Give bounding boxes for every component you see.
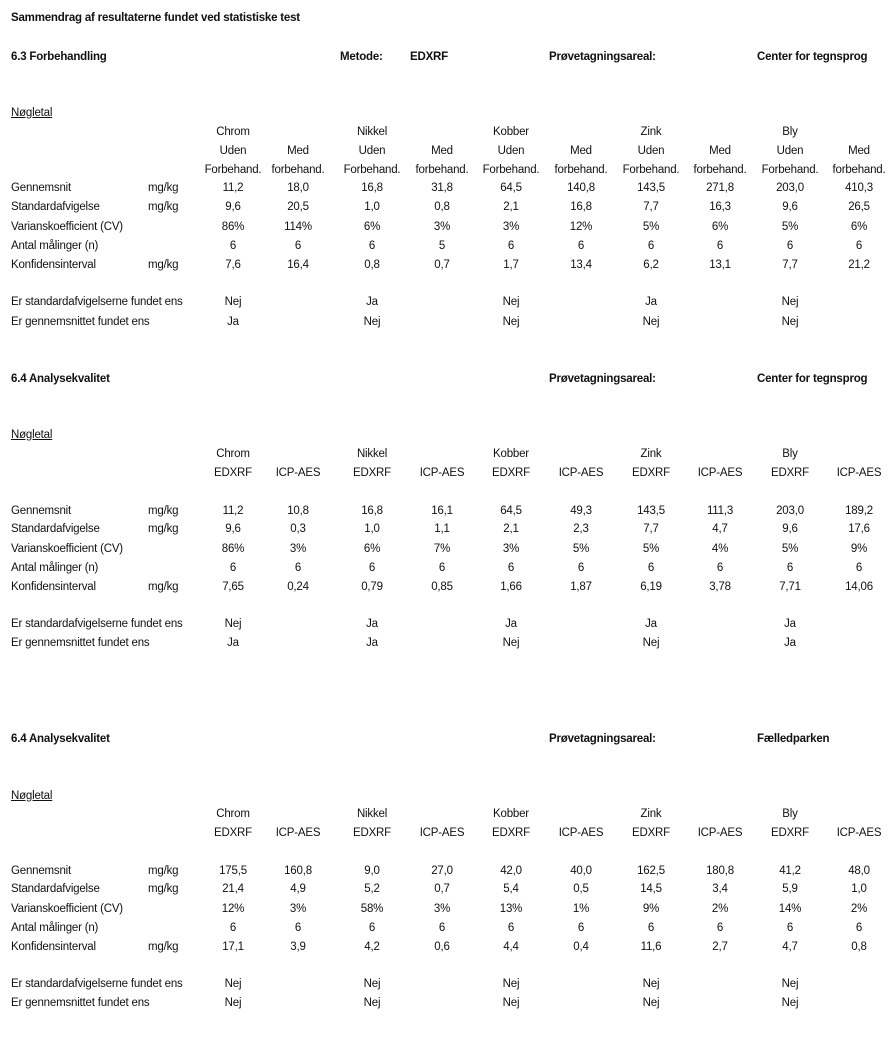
metal-header: Bly [782, 808, 798, 820]
table-cell: 3,9 [290, 941, 306, 953]
row-unit: mg/kg [148, 883, 179, 895]
test-result: Nej [224, 618, 242, 630]
table-cell: 3,4 [712, 883, 728, 895]
table-cell: 5,4 [503, 883, 519, 895]
table-cell: 0,8 [364, 259, 380, 271]
test-result: Ja [366, 296, 378, 308]
table-cell: 5,2 [364, 883, 380, 895]
table-cell: 203,0 [776, 505, 804, 517]
row-label: Antal målinger (n) [11, 240, 99, 252]
table-cell: 14,5 [640, 883, 662, 895]
section-heading: 6.4 Analysekvalitet [11, 733, 110, 745]
table-cell: 6 [368, 922, 376, 934]
table-cell: 6 [647, 922, 655, 934]
table-cell: 12% [221, 903, 245, 915]
column-header-sub: forbehand. [415, 164, 469, 176]
table-cell: 6 [647, 240, 655, 252]
table-cell: 11,6 [640, 941, 662, 953]
test-result: Nej [642, 978, 660, 990]
table-cell: 6% [363, 543, 381, 555]
table-cell: 2,1 [503, 523, 519, 535]
table-cell: 9,6 [225, 201, 241, 213]
table-cell: 1,0 [364, 523, 380, 535]
table-cell: 9,6 [225, 523, 241, 535]
table-cell: 2% [711, 903, 729, 915]
test-result: Nej [224, 978, 242, 990]
table-cell: 4,7 [782, 941, 798, 953]
test-result: Ja [645, 296, 657, 308]
table-cell: 86% [221, 221, 245, 233]
row-label: Varianskoefficient (CV) [11, 903, 123, 915]
column-header-sub: forbehand. [832, 164, 886, 176]
table-cell: 5% [781, 543, 799, 555]
row-unit: mg/kg [148, 182, 179, 194]
row-unit: mg/kg [148, 505, 179, 517]
table-cell: 0,85 [431, 581, 453, 593]
column-header: EDXRF [771, 467, 809, 479]
table-cell: 3% [433, 221, 451, 233]
document-title: Sammendrag af resultaterne fundet ved statistiske test [11, 12, 300, 24]
table-cell: 6,19 [640, 581, 662, 593]
table-cell: 64,5 [500, 182, 522, 194]
table-cell: 11,2 [222, 505, 244, 517]
table-cell: 7,7 [643, 201, 659, 213]
test-result: Nej [363, 978, 381, 990]
table-cell: 1,1 [434, 523, 450, 535]
table-cell: 16,8 [361, 505, 383, 517]
table-cell: 14% [778, 903, 802, 915]
column-header: EDXRF [353, 467, 391, 479]
table-cell: 6 [229, 562, 237, 574]
table-cell: 13,4 [570, 259, 592, 271]
column-header: ICP-AES [419, 827, 465, 839]
metal-header: Kobber [493, 126, 529, 138]
table-cell: 21,2 [848, 259, 870, 271]
row-label: Gennemsnit [11, 865, 72, 877]
row-unit: mg/kg [148, 865, 179, 877]
table-cell: 1,0 [364, 201, 380, 213]
test-result: Ja [505, 618, 517, 630]
row-label: Gennemsnit [11, 182, 72, 194]
table-cell: 58% [360, 903, 384, 915]
table-cell: 48,0 [848, 865, 870, 877]
test-label: Er standardafvigelserne fundet ens [11, 618, 183, 630]
table-cell: 0,7 [434, 883, 450, 895]
table-cell: 16,8 [570, 201, 592, 213]
row-label: Standardafvigelse [11, 883, 100, 895]
area-value: Fælledparken [757, 733, 830, 745]
table-cell: 6 [577, 922, 585, 934]
row-label: Konfidensinterval [11, 581, 96, 593]
table-cell: 0,7 [434, 259, 450, 271]
table-cell: 175,5 [219, 865, 247, 877]
metal-header: Bly [782, 448, 798, 460]
table-cell: 27,0 [431, 865, 453, 877]
test-result: Nej [781, 997, 799, 1009]
test-label: Er gennemsnittet fundet ens [11, 316, 150, 328]
table-cell: 3% [433, 903, 451, 915]
table-cell: 0,79 [361, 581, 383, 593]
test-result: Ja [227, 316, 239, 328]
table-cell: 10,8 [287, 505, 309, 517]
table-cell: 140,8 [567, 182, 595, 194]
table-cell: 12% [569, 221, 593, 233]
table-cell: 5% [642, 543, 660, 555]
key-figures-label: Nøgletal [11, 107, 53, 119]
table-cell: 6 [507, 562, 515, 574]
column-header-sub: Forbehand. [761, 164, 819, 176]
row-label: Konfidensinterval [11, 259, 96, 271]
table-cell: 3,78 [709, 581, 731, 593]
table-cell: 49,3 [570, 505, 592, 517]
table-cell: 6 [438, 562, 446, 574]
column-header-sub: Forbehand. [204, 164, 262, 176]
row-label: Varianskoefficient (CV) [11, 221, 123, 233]
table-cell: 13,1 [709, 259, 731, 271]
table-cell: 11,2 [222, 182, 244, 194]
table-cell: 3% [502, 221, 520, 233]
column-header: Med [431, 145, 453, 157]
table-cell: 5% [781, 221, 799, 233]
test-label: Er standardafvigelserne fundet ens [11, 296, 183, 308]
metal-header: Nikkel [356, 448, 388, 460]
table-cell: 14,06 [845, 581, 873, 593]
column-header: ICP-AES [419, 467, 465, 479]
row-label: Standardafvigelse [11, 523, 100, 535]
method-label: Metode: [340, 51, 383, 63]
table-cell: 6 [716, 562, 724, 574]
column-header: Uden [358, 145, 386, 157]
table-cell: 4,9 [290, 883, 306, 895]
table-cell: 6 [786, 922, 794, 934]
table-cell: 16,1 [431, 505, 453, 517]
table-cell: 180,8 [706, 865, 734, 877]
table-cell: 3% [289, 903, 307, 915]
table-cell: 6 [855, 922, 863, 934]
row-unit: mg/kg [148, 941, 179, 953]
table-cell: 16,3 [709, 201, 731, 213]
test-result: Nej [502, 997, 520, 1009]
test-result: Nej [781, 978, 799, 990]
area-label: Prøvetagningsareal: [549, 51, 656, 63]
table-cell: 143,5 [637, 505, 665, 517]
column-header: EDXRF [353, 827, 391, 839]
test-label: Er gennemsnittet fundet ens [11, 997, 150, 1009]
column-header: Med [848, 145, 870, 157]
table-cell: 6 [577, 240, 585, 252]
metal-header: Nikkel [356, 808, 388, 820]
column-header: Uden [776, 145, 804, 157]
column-header: ICP-AES [697, 827, 743, 839]
column-header: ICP-AES [697, 467, 743, 479]
table-cell: 41,2 [779, 865, 801, 877]
test-result: Ja [645, 618, 657, 630]
table-cell: 6 [716, 922, 724, 934]
test-result: Nej [781, 296, 799, 308]
table-cell: 0,3 [290, 523, 306, 535]
table-cell: 4,7 [712, 523, 728, 535]
table-cell: 6 [368, 562, 376, 574]
table-cell: 1% [572, 903, 590, 915]
area-label: Prøvetagningsareal: [549, 733, 656, 745]
row-label: Gennemsnit [11, 505, 72, 517]
table-cell: 16,4 [287, 259, 309, 271]
row-label: Standardafvigelse [11, 201, 100, 213]
table-cell: 6 [507, 922, 515, 934]
table-cell: 162,5 [637, 865, 665, 877]
row-unit: mg/kg [148, 581, 179, 593]
section-heading: 6.4 Analysekvalitet [11, 373, 110, 385]
table-cell: 6 [368, 240, 376, 252]
column-header: Uden [497, 145, 525, 157]
table-cell: 7,7 [782, 259, 798, 271]
column-header: EDXRF [214, 827, 252, 839]
table-cell: 26,5 [848, 201, 870, 213]
row-unit: mg/kg [148, 201, 179, 213]
table-cell: 9,0 [364, 865, 380, 877]
table-cell: 6 [229, 922, 237, 934]
table-cell: 6 [786, 240, 794, 252]
row-unit: mg/kg [148, 259, 179, 271]
row-label: Varianskoefficient (CV) [11, 543, 123, 555]
test-result: Ja [366, 618, 378, 630]
table-cell: 9,6 [782, 523, 798, 535]
column-header: EDXRF [632, 467, 670, 479]
column-header: EDXRF [492, 467, 530, 479]
test-result: Ja [784, 637, 796, 649]
table-cell: 1,0 [851, 883, 867, 895]
table-cell: 16,8 [361, 182, 383, 194]
table-cell: 0,8 [434, 201, 450, 213]
table-cell: 6% [850, 221, 868, 233]
method-value: EDXRF [410, 51, 448, 63]
table-cell: 0,5 [573, 883, 589, 895]
test-result: Nej [642, 997, 660, 1009]
table-cell: 42,0 [500, 865, 522, 877]
test-result: Nej [363, 316, 381, 328]
test-result: Ja [366, 637, 378, 649]
column-header: Uden [637, 145, 665, 157]
column-header: ICP-AES [558, 827, 604, 839]
column-header: Med [709, 145, 731, 157]
column-header: Uden [219, 145, 247, 157]
metal-header: Chrom [216, 448, 250, 460]
table-cell: 6 [438, 922, 446, 934]
row-unit: mg/kg [148, 523, 179, 535]
test-label: Er gennemsnittet fundet ens [11, 637, 150, 649]
table-cell: 2,1 [503, 201, 519, 213]
column-header: ICP-AES [275, 827, 321, 839]
table-cell: 160,8 [284, 865, 312, 877]
column-header-sub: forbehand. [271, 164, 325, 176]
table-cell: 7,6 [225, 259, 241, 271]
table-cell: 1,87 [570, 581, 592, 593]
column-header: EDXRF [632, 827, 670, 839]
row-label: Antal målinger (n) [11, 562, 99, 574]
table-cell: 86% [221, 543, 245, 555]
metal-header: Zink [640, 448, 662, 460]
table-cell: 189,2 [845, 505, 873, 517]
table-cell: 7,65 [222, 581, 244, 593]
test-result: Ja [227, 637, 239, 649]
table-cell: 6 [577, 562, 585, 574]
table-cell: 6 [855, 240, 863, 252]
table-cell: 6,2 [643, 259, 659, 271]
metal-header: Bly [782, 126, 798, 138]
test-result: Nej [642, 637, 660, 649]
table-cell: 2,7 [712, 941, 728, 953]
table-cell: 6 [294, 922, 302, 934]
table-cell: 17,6 [848, 523, 870, 535]
table-cell: 7% [433, 543, 451, 555]
table-cell: 0,8 [851, 941, 867, 953]
column-header: ICP-AES [558, 467, 604, 479]
test-result: Nej [224, 296, 242, 308]
table-cell: 3% [289, 543, 307, 555]
table-cell: 6 [294, 240, 302, 252]
table-cell: 114% [284, 221, 312, 233]
area-label: Prøvetagningsareal: [549, 373, 656, 385]
table-cell: 21,4 [222, 883, 244, 895]
table-cell: 5% [572, 543, 590, 555]
column-header: Med [570, 145, 592, 157]
column-header: ICP-AES [836, 827, 882, 839]
table-cell: 143,5 [637, 182, 665, 194]
table-cell: 3% [502, 543, 520, 555]
table-cell: 0,4 [573, 941, 589, 953]
table-cell: 6 [229, 240, 237, 252]
test-result: Nej [781, 316, 799, 328]
section-heading: 6.3 Forbehandling [11, 51, 107, 63]
metal-header: Zink [640, 126, 662, 138]
test-result: Nej [502, 316, 520, 328]
table-cell: 7,71 [779, 581, 801, 593]
metal-header: Kobber [493, 448, 529, 460]
table-cell: 31,8 [431, 182, 453, 194]
table-cell: 64,5 [500, 505, 522, 517]
column-header-sub: forbehand. [554, 164, 608, 176]
table-cell: 9,6 [782, 201, 798, 213]
metal-header: Kobber [493, 808, 529, 820]
column-header: EDXRF [771, 827, 809, 839]
table-cell: 6 [647, 562, 655, 574]
metal-header: Chrom [216, 808, 250, 820]
metal-header: Zink [640, 808, 662, 820]
table-cell: 5 [438, 240, 446, 252]
test-result: Nej [224, 997, 242, 1009]
column-header: ICP-AES [836, 467, 882, 479]
table-cell: 9% [642, 903, 660, 915]
table-cell: 6% [363, 221, 381, 233]
table-cell: 40,0 [570, 865, 592, 877]
table-cell: 20,5 [287, 201, 309, 213]
table-cell: 2,3 [573, 523, 589, 535]
table-cell: 410,3 [845, 182, 873, 194]
test-result: Nej [363, 997, 381, 1009]
table-cell: 6% [711, 221, 729, 233]
table-cell: 6 [716, 240, 724, 252]
table-cell: 111,3 [706, 505, 734, 517]
column-header: EDXRF [492, 827, 530, 839]
area-value: Center for tegnsprog [757, 373, 868, 385]
key-figures-label: Nøgletal [11, 790, 53, 802]
table-cell: 6 [294, 562, 302, 574]
column-header-sub: forbehand. [693, 164, 747, 176]
table-cell: 271,8 [706, 182, 734, 194]
table-cell: 18,0 [287, 182, 309, 194]
column-header-sub: Forbehand. [622, 164, 680, 176]
test-result: Nej [502, 978, 520, 990]
test-result: Nej [502, 637, 520, 649]
table-cell: 5% [642, 221, 660, 233]
test-result: Nej [642, 316, 660, 328]
table-cell: 0,24 [287, 581, 309, 593]
test-label: Er standardafvigelserne fundet ens [11, 978, 183, 990]
table-cell: 5,9 [782, 883, 798, 895]
table-cell: 0,6 [434, 941, 450, 953]
test-result: Ja [784, 618, 796, 630]
row-label: Konfidensinterval [11, 941, 96, 953]
column-header: Med [287, 145, 309, 157]
table-cell: 6 [507, 240, 515, 252]
table-cell: 2% [850, 903, 868, 915]
table-cell: 7,7 [643, 523, 659, 535]
column-header: EDXRF [214, 467, 252, 479]
metal-header: Nikkel [356, 126, 388, 138]
table-cell: 6 [786, 562, 794, 574]
column-header-sub: Forbehand. [482, 164, 540, 176]
table-cell: 9% [850, 543, 868, 555]
table-cell: 1,7 [503, 259, 519, 271]
table-cell: 1,66 [500, 581, 522, 593]
row-label: Antal målinger (n) [11, 922, 99, 934]
column-header: ICP-AES [275, 467, 321, 479]
table-cell: 4% [711, 543, 729, 555]
table-cell: 4,2 [364, 941, 380, 953]
area-value: Center for tegnsprog [757, 51, 868, 63]
key-figures-label: Nøgletal [11, 429, 53, 441]
test-result: Nej [502, 296, 520, 308]
table-cell: 6 [855, 562, 863, 574]
column-header-sub: Forbehand. [343, 164, 401, 176]
metal-header: Chrom [216, 126, 250, 138]
table-cell: 17,1 [222, 941, 244, 953]
table-cell: 203,0 [776, 182, 804, 194]
table-cell: 4,4 [503, 941, 519, 953]
table-cell: 13% [499, 903, 523, 915]
